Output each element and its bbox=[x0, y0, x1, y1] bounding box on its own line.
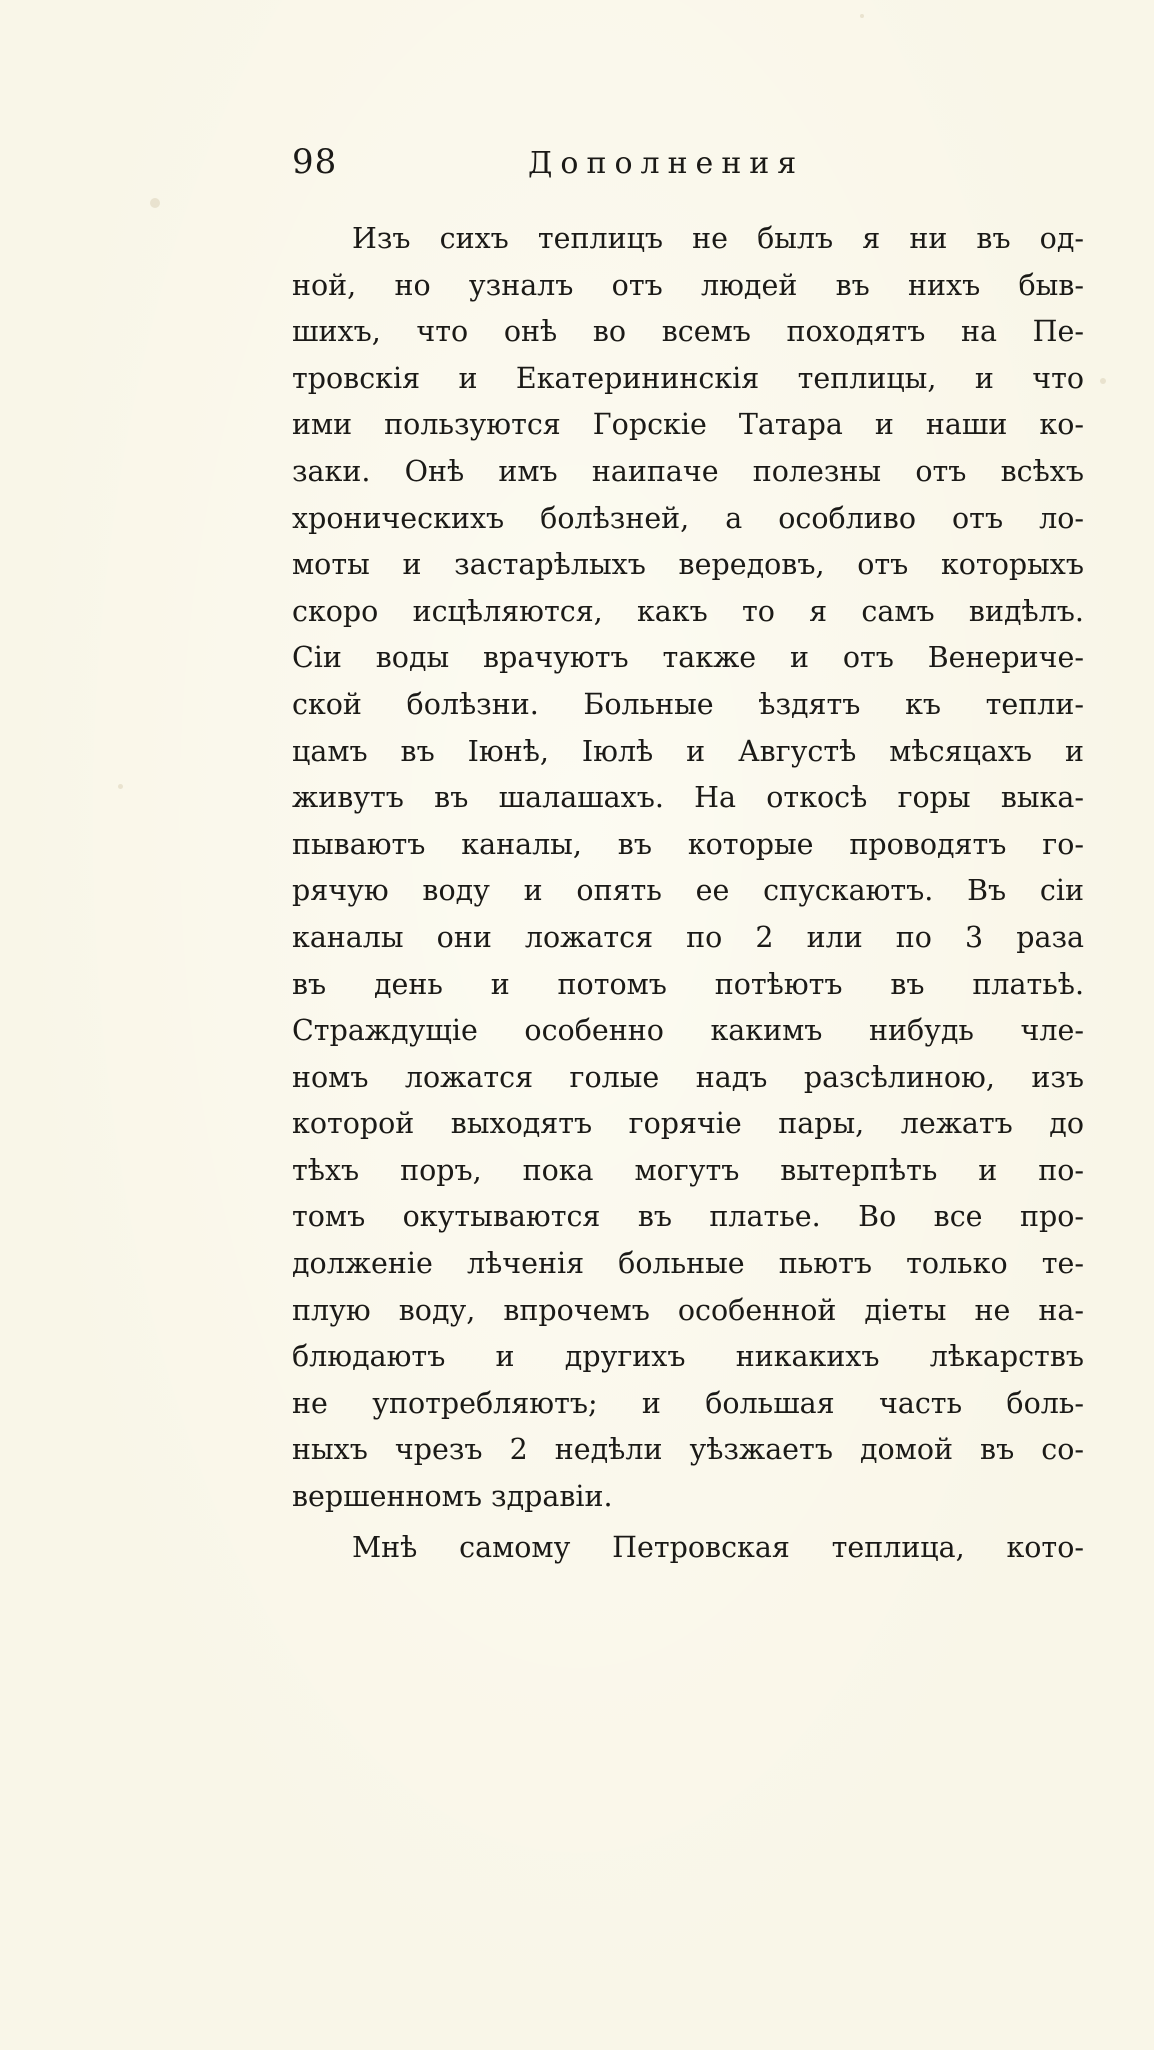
text-line: вершенномъ здравіи. bbox=[292, 1480, 613, 1514]
text-line: пываютъ каналы, въ которые проводятъ го- bbox=[292, 827, 1084, 861]
text-line: не употребляютъ; и большая часть боль- bbox=[292, 1386, 1084, 1420]
text-line: Мнѣ самому Петровская теплица, кото- bbox=[352, 1530, 1084, 1564]
text-line: томъ окутываются въ платье. Во все про- bbox=[292, 1200, 1084, 1234]
body-text bbox=[292, 216, 1084, 1571]
text-line: тѣхъ поръ, пока могутъ вытерпѣть и по- bbox=[292, 1153, 1084, 1187]
paper-stain bbox=[150, 198, 160, 208]
text-line: долженіе лѣченія больные пьютъ только те- bbox=[292, 1247, 1084, 1281]
page-number: 98 bbox=[292, 142, 338, 182]
text-line: скоро исцѣляются, какъ то я самъ видѣлъ. bbox=[292, 594, 1084, 628]
text-line: хроническихъ болѣзней, а особливо отъ ло- bbox=[292, 501, 1084, 535]
text-line: Страждущіе особенно какимъ нибудь чле- bbox=[292, 1014, 1084, 1048]
text-line: моты и застарѣлыхъ вередовъ, отъ которыхъ bbox=[292, 548, 1084, 582]
text-line: ныхъ чрезъ 2 недѣли уѣзжаетъ домой въ со- bbox=[292, 1433, 1084, 1467]
text-line: номъ ложатся голые надъ разсѣлиною, изъ bbox=[292, 1060, 1084, 1094]
text-line: тровскія и Екатерининскія теплицы, и что bbox=[292, 361, 1084, 395]
page-header bbox=[292, 142, 1092, 190]
paper-stain bbox=[860, 14, 864, 18]
text-line: Изъ сихъ теплицъ не былъ я ни въ од- bbox=[352, 222, 1084, 255]
text-line: которой выходятъ горячіе пары, лежатъ до bbox=[292, 1107, 1084, 1141]
paper-stain bbox=[1100, 378, 1106, 384]
text-line: ной, но узналъ отъ людей въ нихъ быв- bbox=[292, 268, 1084, 302]
text-line: плую воду, впрочемъ особенной діеты не на- bbox=[292, 1293, 1084, 1327]
text-line: блюдаютъ и другихъ никакихъ лѣкарствъ bbox=[292, 1340, 1084, 1374]
text-line: ими пользуются Горскіе Татара и наши ко- bbox=[292, 408, 1084, 442]
text-line: заки. Онѣ имъ наипаче полезны отъ всѣхъ bbox=[292, 454, 1084, 488]
text-line: цамъ въ Іюнѣ, Іюлѣ и Августѣ мѣсяцахъ и bbox=[292, 734, 1084, 768]
text-line: въ день и потомъ потѣютъ въ платьѣ. bbox=[292, 967, 1084, 1001]
text-line: рячую воду и опять ее спускаютъ. Въ сіи bbox=[292, 874, 1084, 908]
text-line: шихъ, что онѣ во всемъ походятъ на Пе- bbox=[292, 315, 1084, 349]
paper-stain bbox=[118, 784, 123, 789]
text-line: Сіи воды врачуютъ также и отъ Венериче- bbox=[292, 641, 1084, 675]
text-line: ской болѣзни. Больные ѣздятъ къ тепли- bbox=[292, 687, 1084, 721]
text-line: каналы они ложатся по 2 или по 3 раза bbox=[292, 920, 1084, 954]
text-line: живутъ въ шалашахъ. На откосѣ горы выка- bbox=[292, 781, 1084, 815]
running-head: Дополнения bbox=[528, 146, 805, 181]
